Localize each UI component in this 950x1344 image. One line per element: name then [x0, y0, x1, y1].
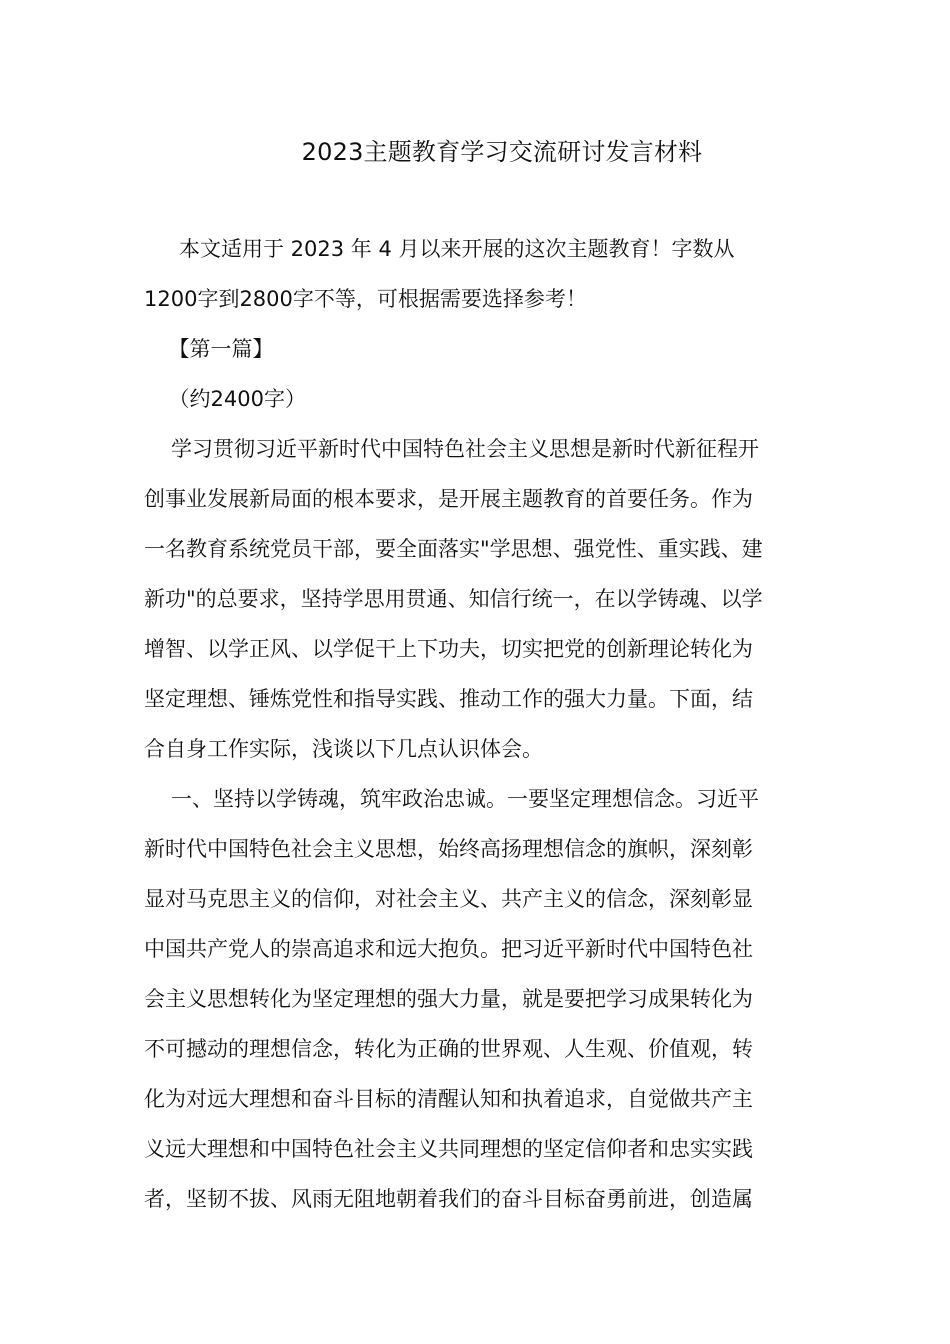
paragraph-line: 创事业发展新局面的根本要求，是开展主题教育的首要任务。作为	[144, 487, 753, 511]
paragraph-line: 学习贯彻习近平新时代中国特色社会主义思想是新时代新征程开	[150, 437, 759, 461]
paragraph-line: 一名教育系统党员干部，要全面落实"学思想、强党性、重实践、建	[144, 537, 763, 561]
paragraph-line: 本文适用于 2023 年 4 月以来开展的这次主题教育！字数从	[158, 237, 735, 261]
paragraph-line: 化为对远大理想和奋斗目标的清醒认知和执着追求，自觉做共产主	[144, 1087, 753, 1111]
paragraph-line: 不可撼动的理想信念，转化为正确的世界观、人生观、价值观，转	[144, 1037, 753, 1061]
paragraph-line: 中国共产党人的崇高追求和远大抱负。把习近平新时代中国特色社	[144, 937, 753, 961]
paragraph-line: 1200字到2800字不等，可根据需要选择参考！	[144, 287, 587, 311]
paragraph-line: 显对马克思主义的信仰，对社会主义、共产主义的信念，深刻彰显	[144, 887, 753, 911]
word-count-note: （约2400字）	[158, 387, 306, 411]
paragraph-line: 会主义思想转化为坚定理想的强大力量，就是要把学习成果转化为	[144, 987, 753, 1011]
paragraph-line: 新功"的总要求，坚持学思用贯通、知信行统一，在以学铸魂、以学	[144, 587, 763, 611]
paragraph-line: 义远大理想和中国特色社会主义共同理想的坚定信仰者和忠实实践	[144, 1137, 753, 1161]
paragraph-line: 者，坚韧不拔、风雨无阻地朝着我们的奋斗目标奋勇前进，创造属	[144, 1187, 753, 1211]
paragraph-line: 新时代中国特色社会主义思想，始终高扬理想信念的旗帜，深刻彰	[144, 837, 753, 861]
document-title: 2023主题教育学习交流研讨发言材料	[301, 138, 703, 166]
paragraph-line: 一、坚持以学铸魂，筑牢政治忠诚。一要坚定理想信念。习近平	[150, 787, 759, 811]
paragraph-line: 坚定理想、锤炼党性和指导实践、推动工作的强大力量。下面，结	[144, 687, 753, 711]
section-heading: 【第一篇】	[158, 337, 274, 361]
paragraph-line: 增智、以学正风、以学促干上下功夫，切实把党的创新理论转化为	[144, 637, 753, 661]
paragraph-line: 合自身工作实际，浅谈以下几点认识体会。	[144, 737, 543, 761]
